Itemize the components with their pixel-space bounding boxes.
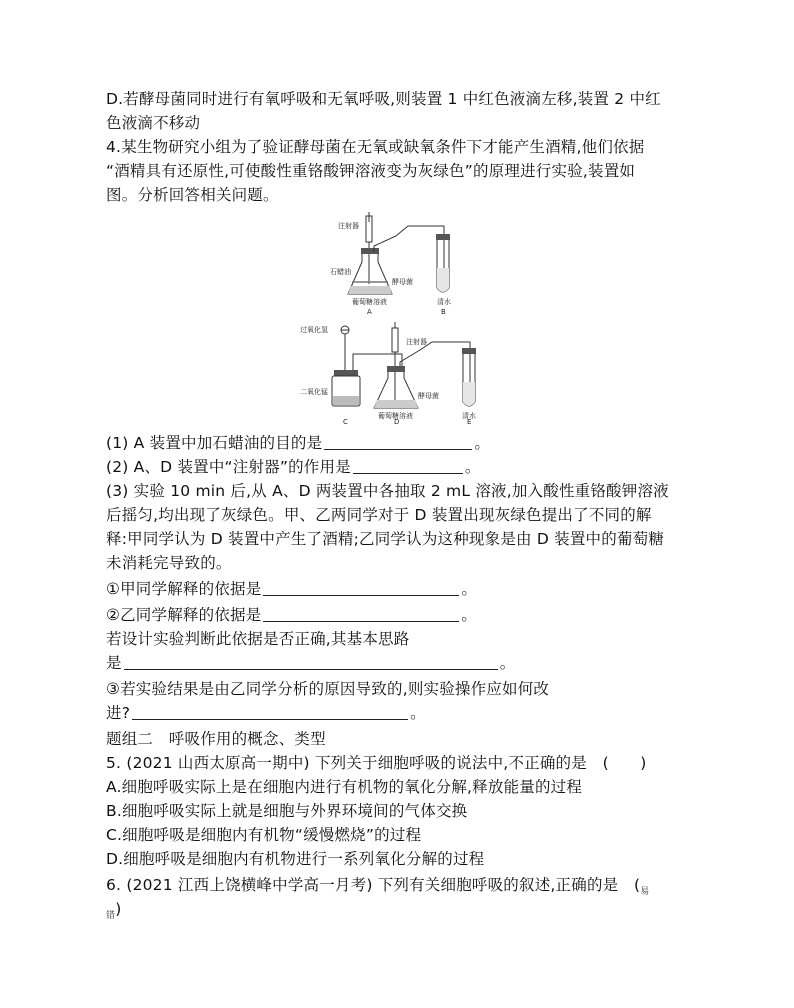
label-glucose-a: 葡萄糖溶液 <box>352 298 387 306</box>
answer-blank-5[interactable] <box>124 654 498 670</box>
difficulty-mark-2: 错 <box>106 911 116 921</box>
label-a: A <box>367 308 372 316</box>
item-2-followup-line-2: 是 。 <box>106 654 516 672</box>
subquestion-3-line-1: (3) 实验 10 min 后,从 A、D 两装置中各抽取 2 mL 溶液,加入酸性重铬酸钾溶液 <box>106 482 669 500</box>
glucose-solution-a <box>348 286 392 294</box>
label-yeast-a: 酵母菌 <box>392 278 413 286</box>
label-mno2: 二氧化锰 <box>300 388 328 396</box>
answer-blank-3[interactable] <box>263 580 459 596</box>
label-syringe-a: 注射器 <box>338 222 359 230</box>
question-5-option-d[interactable]: D.细胞呼吸是细胞内有机物进行一系列氧化分解的过程 <box>106 850 485 868</box>
label-b: B <box>441 308 446 316</box>
subquestion-3-line-3: 释:甲同学认为 D 装置中产生了酒精;乙同学认为这种现象是由 D 装置中的葡萄糖 <box>106 530 665 548</box>
question-4-line-2: “酒精具有还原性,可使酸性重铬酸钾溶液变为灰绿色”的原理进行实验,装置如 <box>106 162 636 180</box>
difficulty-mark-1: 易 <box>640 887 650 897</box>
answer-blank-1[interactable] <box>324 434 472 450</box>
question-5-stem: 5. (2021 山西太原高一期中) 下列关于细胞呼吸的说法中,不正确的是 ( ) <box>106 754 647 772</box>
question-4-line-3: 图。分析回答相关问题。 <box>106 186 279 204</box>
connecting-tube-de <box>400 342 470 394</box>
item-2-followup-line-1: 若设计实验判断此依据是否正确,其基本思路 <box>106 630 410 648</box>
label-water-b: 清水 <box>437 298 451 306</box>
subquestion-1: (1) A 装置中加石蜡油的目的是 。 <box>106 434 491 452</box>
label-e: E <box>467 418 472 426</box>
option-d-line-1: D.若酵母菌同时进行有氧呼吸和无氧呼吸,则装置 1 中红色液滴左移,装置 2 中红 <box>106 90 661 108</box>
item-2: ②乙同学解释的依据是 。 <box>106 606 478 624</box>
subquestion-2: (2) A、D 装置中“注射器”的作用是 。 <box>106 458 481 476</box>
question-6-stem-continued: $_错$) <box>106 900 122 921</box>
label-paraffin: 石蜡油 <box>330 268 351 276</box>
label-water-e: 清水 <box>462 412 476 420</box>
syringe-d-shape <box>392 328 398 352</box>
mno2-layer <box>333 396 359 405</box>
item-1: ①甲同学解释的依据是 。 <box>106 580 478 598</box>
answer-blank-2[interactable] <box>353 458 463 474</box>
question-5-option-b[interactable]: B.细胞呼吸实际上就是细胞与外界环境间的气体交换 <box>106 802 468 820</box>
subquestion-3-line-2: 后摇匀,均出现了灰绿色。甲、乙两同学对于 D 装置出现灰绿色提出了不同的解 <box>106 506 652 524</box>
question-6-stem: 6. (2021 江西上饶横峰中学高一月考) 下列有关细胞呼吸的叙述,正确的是 ($_易$ <box>106 876 650 897</box>
answer-blank-6[interactable] <box>132 704 408 720</box>
label-glucose-d: 葡萄糖溶液 <box>378 412 413 420</box>
label-yeast-d: 酵母菌 <box>418 392 439 400</box>
subquestion-3-line-4: 未消耗完导致的。 <box>106 554 232 572</box>
glucose-solution-d <box>374 400 418 408</box>
apparatus-figure-ab <box>300 212 500 318</box>
group-2-heading: 题组二 呼吸作用的概念、类型 <box>106 730 326 748</box>
label-d: D <box>394 418 400 426</box>
label-c: C <box>343 418 348 426</box>
item-3-line-1: ③若实验结果是由乙同学分析的原因导致的,则实验操作应如何改 <box>106 680 550 698</box>
item-3-line-2: 进? 。 <box>106 704 426 722</box>
apparatus-figure-cde <box>298 320 508 426</box>
answer-blank-4[interactable] <box>263 606 459 622</box>
connecting-tube-a <box>374 226 444 278</box>
label-syringe-d: 注射器 <box>406 338 427 346</box>
label-h2o2: 过氧化氢 <box>300 326 328 334</box>
flask-a-stopper <box>361 248 379 254</box>
option-d-line-2: 色液滴不移动 <box>106 114 201 132</box>
question-5-option-a[interactable]: A.细胞呼吸实际上是在细胞内进行有机物的氧化分解,释放能量的过程 <box>106 778 583 796</box>
question-5-option-c[interactable]: C.细胞呼吸是细胞内有机物“缓慢燃烧”的过程 <box>106 826 422 844</box>
question-4-line-1: 4.某生物研究小组为了验证酵母菌在无氧或缺氧条件下才能产生酒精,他们依据 <box>106 138 645 156</box>
